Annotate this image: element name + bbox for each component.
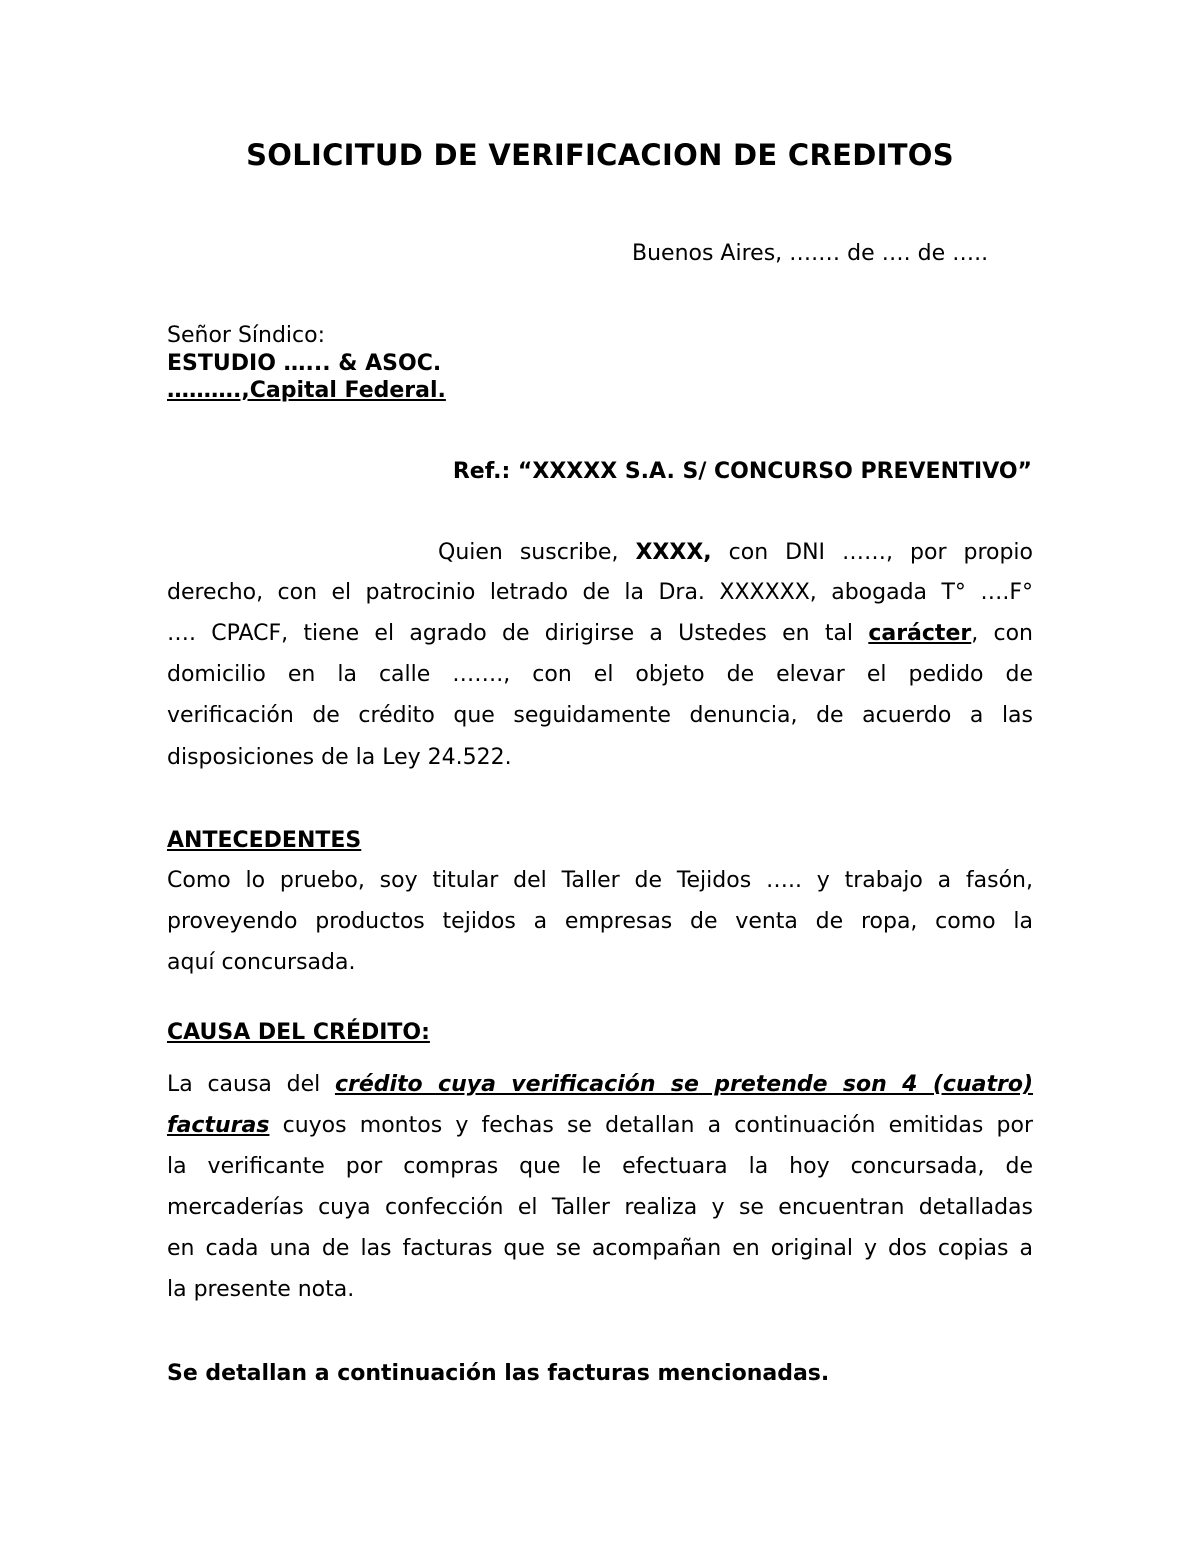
intro-text: , con [971, 621, 1033, 646]
addressee-location: ……….,Capital Federal. [167, 378, 446, 403]
intro-line-1 [438, 539, 1033, 566]
intro-line-6: disposiciones de la Ley 24.522. [167, 745, 512, 770]
antecedentes-line-3: aquí concursada. [167, 950, 356, 975]
caracter-word: carácter [868, 621, 972, 646]
causa-line-2 [167, 1113, 1033, 1138]
intro-line-5: verificación de crédito que seguidamente denuncia, de acuerdo a las [167, 703, 1033, 728]
facturas-word: facturas [167, 1113, 270, 1138]
causa-text: cuyos montos y fechas se detallan a continuación emitidas por [282, 1113, 1033, 1138]
intro-line-3 [167, 621, 1033, 646]
intro-line-2: derecho, con el patrocinio letrado de la Dra. XXXXXX, abogada T° ….F° [167, 580, 1033, 605]
antecedentes-line-2: proveyendo productos tejidos a empresas de venta de ropa, como la [167, 909, 1033, 934]
causa-line-6: la presente nota. [167, 1277, 355, 1302]
intro-line-4: domicilio en la calle ……., con el objeto de elevar el pedido de [167, 662, 1033, 687]
causa-emphasis: crédito cuya verificación se pretende son 4 (cuatro) [334, 1072, 1033, 1097]
closing-line: Se detallan a continuación las facturas mencionadas. [167, 1361, 830, 1386]
reference-line: Ref.: “XXXXX S.A. S/ CONCURSO PREVENTIVO” [452, 459, 1032, 484]
antecedentes-line-1: Como lo pruebo, soy titular del Taller de Tejidos ….. y trabajo a fasón, [167, 868, 1033, 893]
signer-name: XXXX, [635, 540, 712, 565]
document-title: SOLICITUD DE VERIFICACION DE CREDITOS [246, 138, 954, 172]
causa-heading: CAUSA DEL CRÉDITO: [167, 1020, 430, 1045]
addressee-firm: ESTUDIO …... & ASOC. [167, 351, 442, 376]
addressee-salutation: Señor Síndico: [167, 323, 326, 348]
antecedentes-heading: ANTECEDENTES [167, 828, 362, 853]
intro-text: …. CPACF, tiene el agrado de dirigirse a Ustedes en tal [167, 621, 869, 646]
date-line: Buenos Aires, ….… de …. de ….. [632, 241, 989, 266]
causa-text: La causa del [167, 1072, 335, 1097]
causa-line-1 [167, 1072, 1033, 1097]
intro-text: Quien suscribe, [438, 540, 619, 565]
causa-line-3: la verificante por compras que le efectuara la hoy concursada, de [167, 1154, 1033, 1179]
intro-text: con DNI ……, por propio [728, 540, 1033, 565]
causa-line-5: en cada una de las facturas que se acompañan en original y dos copias a [167, 1236, 1033, 1261]
causa-line-4: mercaderías cuya confección el Taller realiza y se encuentran detalladas [167, 1195, 1033, 1220]
